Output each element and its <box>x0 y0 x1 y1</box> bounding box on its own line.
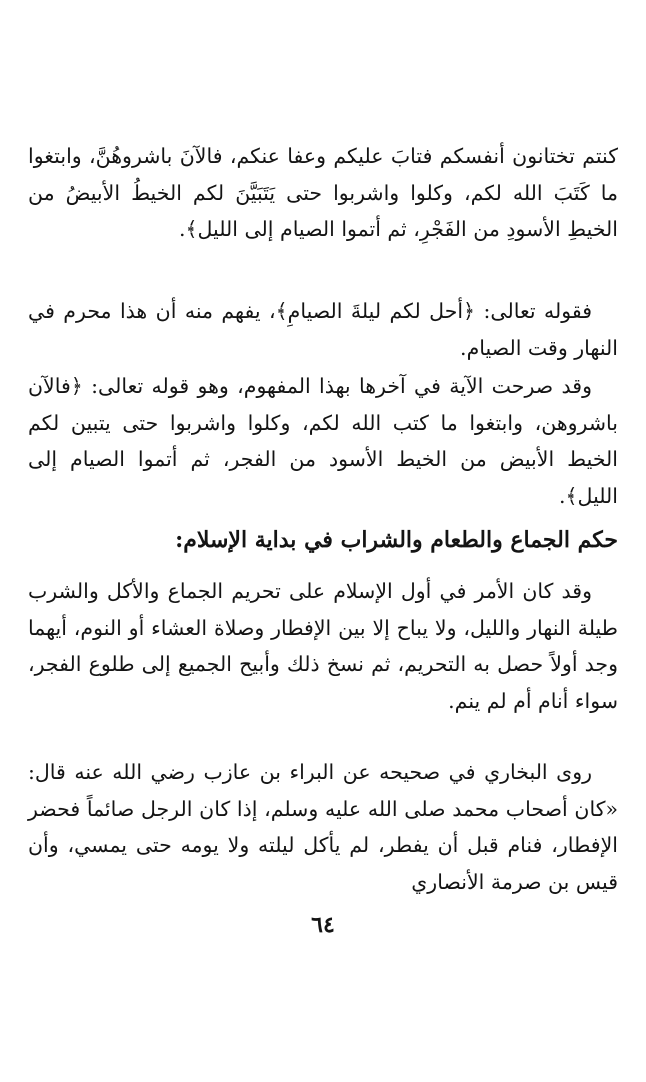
paragraph-verse-conclusion: وقد صرحت الآية في آخرها بهذا المفهوم، وهو قوله تعالى: ﴿فالآن باشروهن، وابتغوا ما كتب الله لكم، وكلوا واشربوا حتى يتبين لكم الخيط الأبيض من الخيط الأسود من الفجر، ثم أتموا الصيام إلى الليل﴾. <box>28 374 618 508</box>
book-page <box>28 0 618 1082</box>
paragraph-bukhari-narration: روى البخاري في صحيحه عن البراء بن عازب رضي الله عنه قال: «كان أصحاب محمد صلى الله عليه وسلم، إذا كان الرجل صائماً فحضر الإفطار، فنام قبل أن يفطر، لم يأكل ليلته ولا يومه حتى يمسي، وأن قيس بن صرمة الأنصاري <box>28 760 618 894</box>
paragraph-verse-continuation: كنتم تختانون أنفسكم فتابَ عليكم وعفا عنكم، فالآنَ باشروهُنَّ، وابتغوا ما كَتَبَ الله لكم، وكلوا واشربوا حتى يَتَبَيَّنَ لكم الخيطُ الأبيضُ من الخيطِ الأسودِ من الفَجْرِ، ثم أتموا الصيام إلى الليل﴾. <box>28 144 618 241</box>
paragraph-early-islam-ruling: وقد كان الأمر في أول الإسلام على تحريم الجماع والأكل والشرب طيلة النهار والليل، ولا يباح إلا بين الإفطار وصلاة العشاء أو النوم، أيهما وجد أولاً حصل به التحريم، ثم نسخ ذلك وأبيح الجميع إلى طلوع الفجر، سواء أنام أم لم ينم. <box>28 579 618 713</box>
page-number: ٦٤ <box>311 912 335 938</box>
paragraph-verse-explanation: فقوله تعالى: ﴿أحل لكم ليلةَ الصيامِ﴾، يفهم منه أن هذا محرم في النهار وقت الصيام. <box>28 299 618 360</box>
section-heading: حكم الجماع والطعام والشراب في بداية الإسلام: <box>175 527 618 553</box>
